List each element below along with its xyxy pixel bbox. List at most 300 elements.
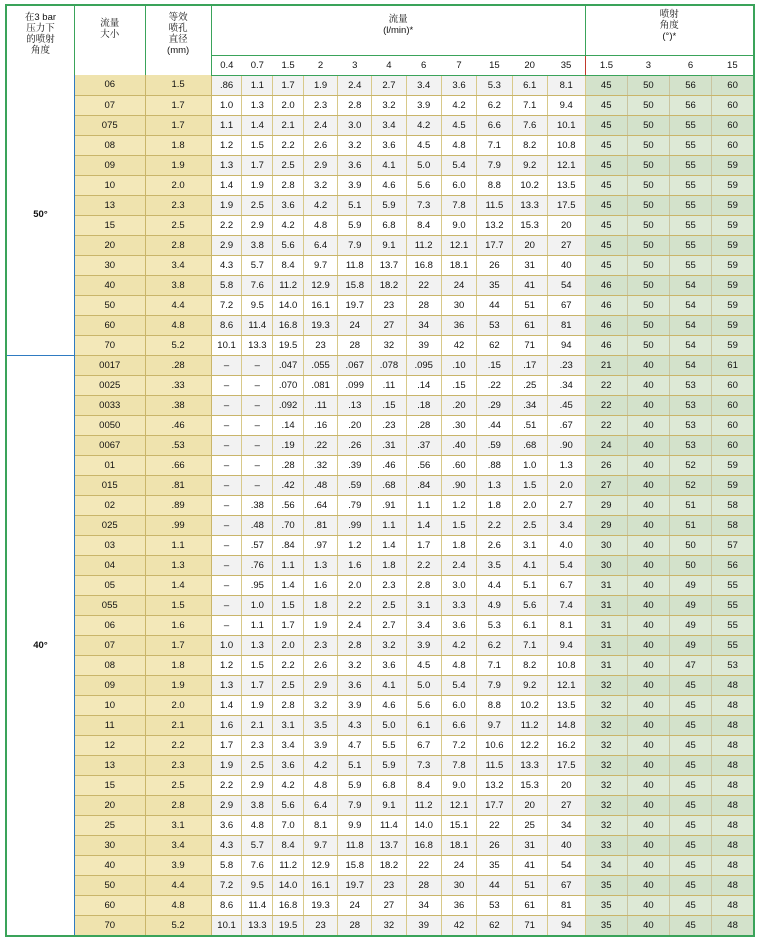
flow-rate-cell: 14.8 (547, 715, 585, 735)
orifice-diameter-cell: .38 (145, 395, 211, 415)
table-row (6, 915, 754, 936)
flow-rate-cell: 8.1 (303, 815, 337, 835)
flow-rate-cell: 2.9 (303, 155, 337, 175)
spray-angle-value-cell: 51 (669, 495, 711, 515)
flow-rate-cell: 7.8 (441, 755, 476, 775)
flow-rate-cell: 61 (512, 315, 547, 335)
flow-rate-cell: 11.8 (338, 835, 372, 855)
flow-rate-cell: 23 (372, 875, 406, 895)
flow-rate-cell: .092 (273, 395, 304, 415)
table-row (6, 775, 754, 795)
flow-rate-cell: 1.9 (211, 755, 242, 775)
spray-angle-value-cell: 45 (585, 155, 627, 175)
flow-rate-cell: .67 (547, 415, 585, 435)
flow-rate-cell: 2.5 (273, 675, 304, 695)
spray-angle-value-cell: 50 (627, 75, 669, 95)
orifice-diameter-cell: 4.8 (145, 895, 211, 915)
flow-rate-cell: 1.3 (242, 95, 273, 115)
flow-rate-cell: .20 (338, 415, 372, 435)
flow-rate-cell: 3.9 (406, 635, 441, 655)
flow-rate-cell: 3.8 (242, 795, 273, 815)
flow-rate-cell: .44 (477, 415, 512, 435)
flow-rate-cell: 3.1 (406, 595, 441, 615)
capacity-size-cell: 70 (74, 915, 145, 936)
flow-rate-cell: – (211, 555, 242, 575)
flow-rate-cell: – (211, 615, 242, 635)
capacity-size-cell: 50 (74, 875, 145, 895)
orifice-diameter-header: 等效 喷孔 直径 (mm) (145, 5, 211, 75)
flow-rate-cell: 2.8 (406, 575, 441, 595)
flow-rate-cell: 2.9 (242, 215, 273, 235)
orifice-diameter-cell: .89 (145, 495, 211, 515)
table-row (6, 215, 754, 235)
orifice-diameter-cell: 2.5 (145, 215, 211, 235)
flow-rate-cell: 3.3 (441, 595, 476, 615)
flow-rate-cell: 8.2 (512, 655, 547, 675)
flow-rate-cell: 4.8 (441, 655, 476, 675)
flow-rate-cell: 1.7 (406, 535, 441, 555)
flow-rate-cell: 8.8 (477, 695, 512, 715)
spray-angle-value-cell: 35 (585, 915, 627, 936)
table-row (6, 715, 754, 735)
spray-angle-cell: 40° (6, 355, 74, 936)
flow-rate-cell: 67 (547, 875, 585, 895)
flow-rate-cell: 1.9 (211, 195, 242, 215)
spray-angle-value-cell: 45 (585, 95, 627, 115)
spray-angle-value-cell: 59 (712, 275, 754, 295)
flow-rate-cell: 4.5 (406, 655, 441, 675)
flow-rate-cell: 12.1 (547, 155, 585, 175)
flow-rate-cell: .91 (372, 495, 406, 515)
spray-angle-value-cell: 59 (712, 475, 754, 495)
flow-rate-cell: 2.2 (211, 775, 242, 795)
table-row (6, 315, 754, 335)
spray-angle-value-cell: 55 (712, 635, 754, 655)
flow-rate-cell: 1.2 (211, 655, 242, 675)
flow-rate-cell: 3.0 (441, 575, 476, 595)
flow-rate-cell: 5.4 (441, 675, 476, 695)
flow-rate-cell: 23 (303, 335, 337, 355)
spray-angle-value-cell: 32 (585, 735, 627, 755)
flow-rate-cell: 9.1 (372, 235, 406, 255)
flow-rate-cell: 2.6 (303, 655, 337, 675)
spray-angle-value-cell: 55 (669, 195, 711, 215)
orifice-diameter-cell: 1.1 (145, 535, 211, 555)
flow-rate-cell: .055 (303, 355, 337, 375)
flow-rate-header: 流量 (l/min)* (211, 5, 585, 55)
spray-angle-value-cell: 40 (627, 875, 669, 895)
spray-angle-value-cell: 45 (669, 775, 711, 795)
spray-angle-value-cell: 45 (585, 195, 627, 215)
flow-rate-cell: 9.7 (477, 715, 512, 735)
spray-angle-value-cell: 40 (627, 575, 669, 595)
flow-rate-cell: 2.4 (338, 615, 372, 635)
flow-rate-cell: – (211, 595, 242, 615)
flow-rate-cell: 8.1 (547, 75, 585, 95)
flow-rate-cell: 6.8 (372, 775, 406, 795)
flow-rate-cell: 2.3 (303, 635, 337, 655)
capacity-size-cell: 06 (74, 615, 145, 635)
flow-rate-cell: 9.1 (372, 795, 406, 815)
spray-angle-value-cell: 45 (669, 895, 711, 915)
orifice-diameter-cell: 4.4 (145, 875, 211, 895)
spray-angle-value-cell: 58 (712, 495, 754, 515)
flow-rate-cell: 10.6 (477, 735, 512, 755)
flow-rate-cell: 11.4 (242, 895, 273, 915)
flow-rate-cell: – (211, 435, 242, 455)
spray-angle-value-cell: 35 (585, 875, 627, 895)
flow-rate-cell: 17.7 (477, 235, 512, 255)
orifice-diameter-cell: 1.5 (145, 75, 211, 95)
capacity-size-cell: 20 (74, 235, 145, 255)
flow-rate-cell: 1.9 (242, 175, 273, 195)
spray-angle-value-cell: 55 (712, 615, 754, 635)
flow-rate-cell: 24 (441, 275, 476, 295)
spray-angle-value-cell: 40 (627, 535, 669, 555)
spray-angle-value-cell: 45 (669, 915, 711, 936)
table-row (6, 115, 754, 135)
spray-angle-value-cell: 48 (712, 855, 754, 875)
spray-angle-value-cell: 48 (712, 895, 754, 915)
spray-angle-value-cell: 22 (585, 375, 627, 395)
spray-angle-value-cell: 45 (585, 75, 627, 95)
capacity-size-cell: 09 (74, 155, 145, 175)
flow-rate-cell: 16.1 (303, 875, 337, 895)
spray-angle-value-cell: 53 (669, 395, 711, 415)
table-row (6, 395, 754, 415)
spray-angle-value-cell: 33 (585, 835, 627, 855)
flow-rate-cell: 2.5 (242, 755, 273, 775)
table-row (6, 795, 754, 815)
flow-rate-cell: .25 (512, 375, 547, 395)
flow-rate-cell: 42 (441, 915, 476, 936)
spray-angle-value-cell: 55 (669, 175, 711, 195)
flow-rate-cell: 6.7 (547, 575, 585, 595)
flow-rate-cell: 9.4 (547, 635, 585, 655)
spray-angle-value-cell: 57 (712, 535, 754, 555)
spray-angle-value-cell: 53 (669, 415, 711, 435)
flow-rate-cell: 2.9 (303, 675, 337, 695)
flow-rate-cell: 5.6 (273, 235, 304, 255)
flow-rate-cell: 1.5 (242, 135, 273, 155)
flow-rate-cell: .84 (273, 535, 304, 555)
flow-rate-cell: 1.2 (441, 495, 476, 515)
spray-angle-value-cell: 45 (585, 115, 627, 135)
flow-rate-cell: 3.1 (512, 535, 547, 555)
spray-angle-value-cell: 49 (669, 595, 711, 615)
flow-rate-cell: 1.4 (211, 695, 242, 715)
flow-rate-cell: 1.7 (273, 615, 304, 635)
flow-rate-cell: 12.1 (441, 795, 476, 815)
spray-angle-value-cell: 34 (585, 855, 627, 875)
flow-rate-cell: 2.5 (273, 155, 304, 175)
flow-rate-cell: 62 (477, 915, 512, 936)
table-row (6, 735, 754, 755)
spray-angle-value-cell: 40 (627, 715, 669, 735)
spray-angle-value-cell: 56 (712, 555, 754, 575)
flow-rate-cell: 2.5 (372, 595, 406, 615)
flow-rate-cell: 3.4 (406, 75, 441, 95)
spray-angle-value-cell: 40 (627, 515, 669, 535)
flow-rate-cell: 1.7 (242, 675, 273, 695)
flow-rate-cell: 7.9 (338, 795, 372, 815)
flow-rate-cell: 1.3 (211, 155, 242, 175)
spray-angle-value-cell: 40 (627, 355, 669, 375)
flow-rate-cell: .45 (547, 395, 585, 415)
flow-rate-cell: .56 (273, 495, 304, 515)
flow-rate-cell: .39 (338, 455, 372, 475)
flow-rate-cell: 3.2 (338, 655, 372, 675)
orifice-diameter-cell: 1.9 (145, 155, 211, 175)
flow-rate-cell: 4.2 (441, 635, 476, 655)
capacity-size-cell: 15 (74, 775, 145, 795)
flow-rate-cell: 12.1 (547, 675, 585, 695)
spray-angle-value-cell: 50 (627, 195, 669, 215)
flow-rate-cell: 3.1 (273, 715, 304, 735)
spray-angle-value-cell: 45 (585, 235, 627, 255)
flow-rate-cell: 2.9 (242, 775, 273, 795)
flow-rate-cell: – (242, 395, 273, 415)
flow-rate-cell: 8.2 (512, 135, 547, 155)
table-row (6, 435, 754, 455)
flow-rate-cell: 4.7 (338, 735, 372, 755)
spray-angle-value-cell: 45 (669, 755, 711, 775)
spray-angle-value-cell: 31 (585, 575, 627, 595)
capacity-size-cell: 0025 (74, 375, 145, 395)
table-row (6, 195, 754, 215)
flow-rate-cell: 4.3 (211, 835, 242, 855)
flow-rate-cell: 4.3 (338, 715, 372, 735)
flow-rate-cell: 7.1 (512, 95, 547, 115)
flow-pressure-header: 0.7 (242, 55, 273, 75)
spray-angle-value-cell: 22 (585, 415, 627, 435)
spray-angle-cell: 50° (6, 75, 74, 355)
capacity-size-header: 流量 大小 (74, 5, 145, 75)
flow-pressure-header: 1.5 (273, 55, 304, 75)
spray-angle-value-cell: 48 (712, 695, 754, 715)
capacity-size-cell: 20 (74, 795, 145, 815)
flow-rate-cell: 9.2 (512, 675, 547, 695)
flow-rate-cell: 4.1 (372, 675, 406, 695)
spray-angle-value-cell: 45 (669, 735, 711, 755)
spray-pressure-header: 3 (627, 55, 669, 75)
flow-rate-cell: 1.1 (372, 515, 406, 535)
flow-rate-cell: 2.4 (338, 75, 372, 95)
flow-rate-cell: 8.4 (406, 215, 441, 235)
flow-rate-cell: 20 (547, 775, 585, 795)
spray-angle-value-cell: 59 (712, 255, 754, 275)
flow-rate-cell: 3.8 (242, 235, 273, 255)
spray-angle-value-cell: 48 (712, 755, 754, 775)
capacity-size-cell: 25 (74, 815, 145, 835)
flow-rate-cell: 2.1 (242, 715, 273, 735)
flow-rate-cell: 2.8 (338, 95, 372, 115)
flow-rate-cell: 8.4 (406, 775, 441, 795)
flow-rate-cell: .90 (547, 435, 585, 455)
flow-rate-cell: – (242, 435, 273, 455)
flow-rate-cell: 10.2 (512, 695, 547, 715)
spray-angle-value-cell: 45 (669, 695, 711, 715)
flow-rate-cell: 3.5 (303, 715, 337, 735)
spray-angle-value-cell: 45 (585, 215, 627, 235)
flow-rate-cell: 36 (441, 315, 476, 335)
spray-angle-value-cell: 60 (712, 415, 754, 435)
table-row (6, 535, 754, 555)
spray-angle-value-cell: 52 (669, 455, 711, 475)
flow-rate-cell: 61 (512, 895, 547, 915)
table-row (6, 175, 754, 195)
spray-angle-value-cell: 59 (712, 215, 754, 235)
flow-rate-cell: 1.3 (303, 555, 337, 575)
spray-angle-header: 在3 bar 压力下 的喷射 角度 (6, 5, 74, 75)
table-row (6, 355, 754, 375)
spray-angle-value-cell: 45 (669, 835, 711, 855)
flow-rate-cell: 4.2 (303, 195, 337, 215)
flow-rate-cell: 4.8 (441, 135, 476, 155)
flow-rate-cell: 2.4 (303, 115, 337, 135)
flow-rate-cell: 1.3 (242, 635, 273, 655)
orifice-diameter-cell: 5.2 (145, 915, 211, 936)
spray-angle-value-cell: 53 (712, 655, 754, 675)
spray-angle-value-cell: 40 (627, 635, 669, 655)
orifice-diameter-cell: .53 (145, 435, 211, 455)
flow-rate-cell: 5.1 (338, 195, 372, 215)
spray-angle-value-cell: 60 (712, 375, 754, 395)
flow-rate-cell: 4.2 (406, 115, 441, 135)
spray-angle-value-cell: 40 (627, 615, 669, 635)
spray-angle-value-cell: 55 (669, 215, 711, 235)
spray-angle-value-cell: 46 (585, 315, 627, 335)
table-row (6, 515, 754, 535)
flow-rate-cell: 1.0 (211, 635, 242, 655)
orifice-diameter-cell: 1.8 (145, 135, 211, 155)
spray-angle-value-cell: 27 (585, 475, 627, 495)
flow-rate-cell: .57 (242, 535, 273, 555)
flow-rate-cell: 1.9 (242, 695, 273, 715)
flow-rate-cell: 5.9 (338, 775, 372, 795)
flow-rate-cell: 67 (547, 295, 585, 315)
flow-rate-cell: 1.7 (211, 735, 242, 755)
orifice-diameter-cell: 3.4 (145, 255, 211, 275)
flow-rate-cell: 10.1 (211, 335, 242, 355)
capacity-size-cell: 60 (74, 315, 145, 335)
flow-rate-cell: 9.0 (441, 775, 476, 795)
spray-angle-value-cell: 59 (712, 335, 754, 355)
spray-angle-value-cell: 31 (585, 655, 627, 675)
flow-rate-cell: 3.5 (477, 555, 512, 575)
flow-rate-cell: 20 (512, 795, 547, 815)
flow-rate-cell: 3.6 (211, 815, 242, 835)
orifice-diameter-cell: 1.5 (145, 595, 211, 615)
flow-rate-cell: 1.2 (338, 535, 372, 555)
flow-rate-cell: 2.2 (273, 655, 304, 675)
flow-rate-cell: 5.5 (372, 735, 406, 755)
flow-rate-cell: 71 (512, 335, 547, 355)
flow-rate-cell: 4.8 (303, 215, 337, 235)
flow-rate-cell: 26 (477, 835, 512, 855)
table-row (6, 475, 754, 495)
flow-rate-cell: 1.8 (477, 495, 512, 515)
table-row (6, 155, 754, 175)
flow-rate-cell: 7.2 (441, 735, 476, 755)
spray-angle-value-cell: 48 (712, 835, 754, 855)
flow-rate-cell: 1.1 (211, 115, 242, 135)
capacity-size-cell: 60 (74, 895, 145, 915)
flow-rate-cell: 5.9 (338, 215, 372, 235)
flow-rate-cell: 1.4 (372, 535, 406, 555)
flow-rate-cell: 3.6 (441, 75, 476, 95)
flow-rate-cell: 19.3 (303, 315, 337, 335)
orifice-diameter-cell: 3.9 (145, 855, 211, 875)
flow-rate-cell: 1.3 (211, 675, 242, 695)
flow-rate-cell: 16.8 (406, 255, 441, 275)
flow-rate-cell: 4.9 (477, 595, 512, 615)
flow-rate-cell: 5.0 (372, 715, 406, 735)
spray-angle-value-cell: 59 (712, 455, 754, 475)
flow-rate-cell: 7.2 (211, 875, 242, 895)
spray-angle-value-cell: 48 (712, 815, 754, 835)
capacity-size-cell: 10 (74, 695, 145, 715)
flow-rate-cell: .11 (303, 395, 337, 415)
flow-rate-cell: – (211, 515, 242, 535)
table-row (6, 815, 754, 835)
flow-rate-cell: .84 (406, 475, 441, 495)
flow-rate-cell: 8.4 (273, 835, 304, 855)
capacity-size-cell: 0067 (74, 435, 145, 455)
flow-rate-cell: .31 (372, 435, 406, 455)
flow-rate-cell: 3.2 (303, 695, 337, 715)
flow-rate-cell: 13.3 (242, 335, 273, 355)
orifice-diameter-cell: 2.0 (145, 175, 211, 195)
flow-rate-cell: 4.2 (303, 755, 337, 775)
spray-angle-value-cell: 45 (669, 875, 711, 895)
spray-angle-value-cell: 26 (585, 455, 627, 475)
table-row (6, 495, 754, 515)
spray-angle-value-cell: 21 (585, 355, 627, 375)
flow-rate-cell: 6.6 (477, 115, 512, 135)
flow-rate-cell: 15.3 (512, 775, 547, 795)
flow-rate-cell: 4.5 (406, 135, 441, 155)
flow-rate-cell: 3.4 (372, 115, 406, 135)
flow-rate-cell: 2.9 (211, 235, 242, 255)
flow-rate-cell: .10 (441, 355, 476, 375)
spray-angle-value-cell: 46 (585, 295, 627, 315)
flow-rate-cell: 12.9 (303, 275, 337, 295)
flow-rate-cell: 34 (547, 815, 585, 835)
table-row (6, 655, 754, 675)
flow-rate-cell: 71 (512, 915, 547, 936)
flow-rate-cell: 28 (338, 915, 372, 936)
orifice-diameter-cell: 2.0 (145, 695, 211, 715)
orifice-diameter-cell: 4.4 (145, 295, 211, 315)
spray-angle-value-cell: 40 (627, 735, 669, 755)
spray-angle-value-cell: 60 (712, 395, 754, 415)
spray-angle-value-cell: 32 (585, 815, 627, 835)
flow-rate-cell: 9.7 (303, 835, 337, 855)
flow-rate-cell: .60 (441, 455, 476, 475)
flow-rate-cell: 13.3 (512, 755, 547, 775)
flow-rate-cell: 9.0 (441, 215, 476, 235)
flow-rate-cell: 9.5 (242, 875, 273, 895)
spray-angle-value-cell: 40 (627, 435, 669, 455)
flow-rate-cell: 2.6 (477, 535, 512, 555)
flow-rate-cell: 1.3 (547, 455, 585, 475)
flow-rate-cell: 1.0 (512, 455, 547, 475)
flow-rate-cell: 3.6 (273, 755, 304, 775)
flow-rate-cell: 2.7 (372, 615, 406, 635)
flow-rate-cell: 34 (406, 315, 441, 335)
flow-rate-cell: .48 (303, 475, 337, 495)
